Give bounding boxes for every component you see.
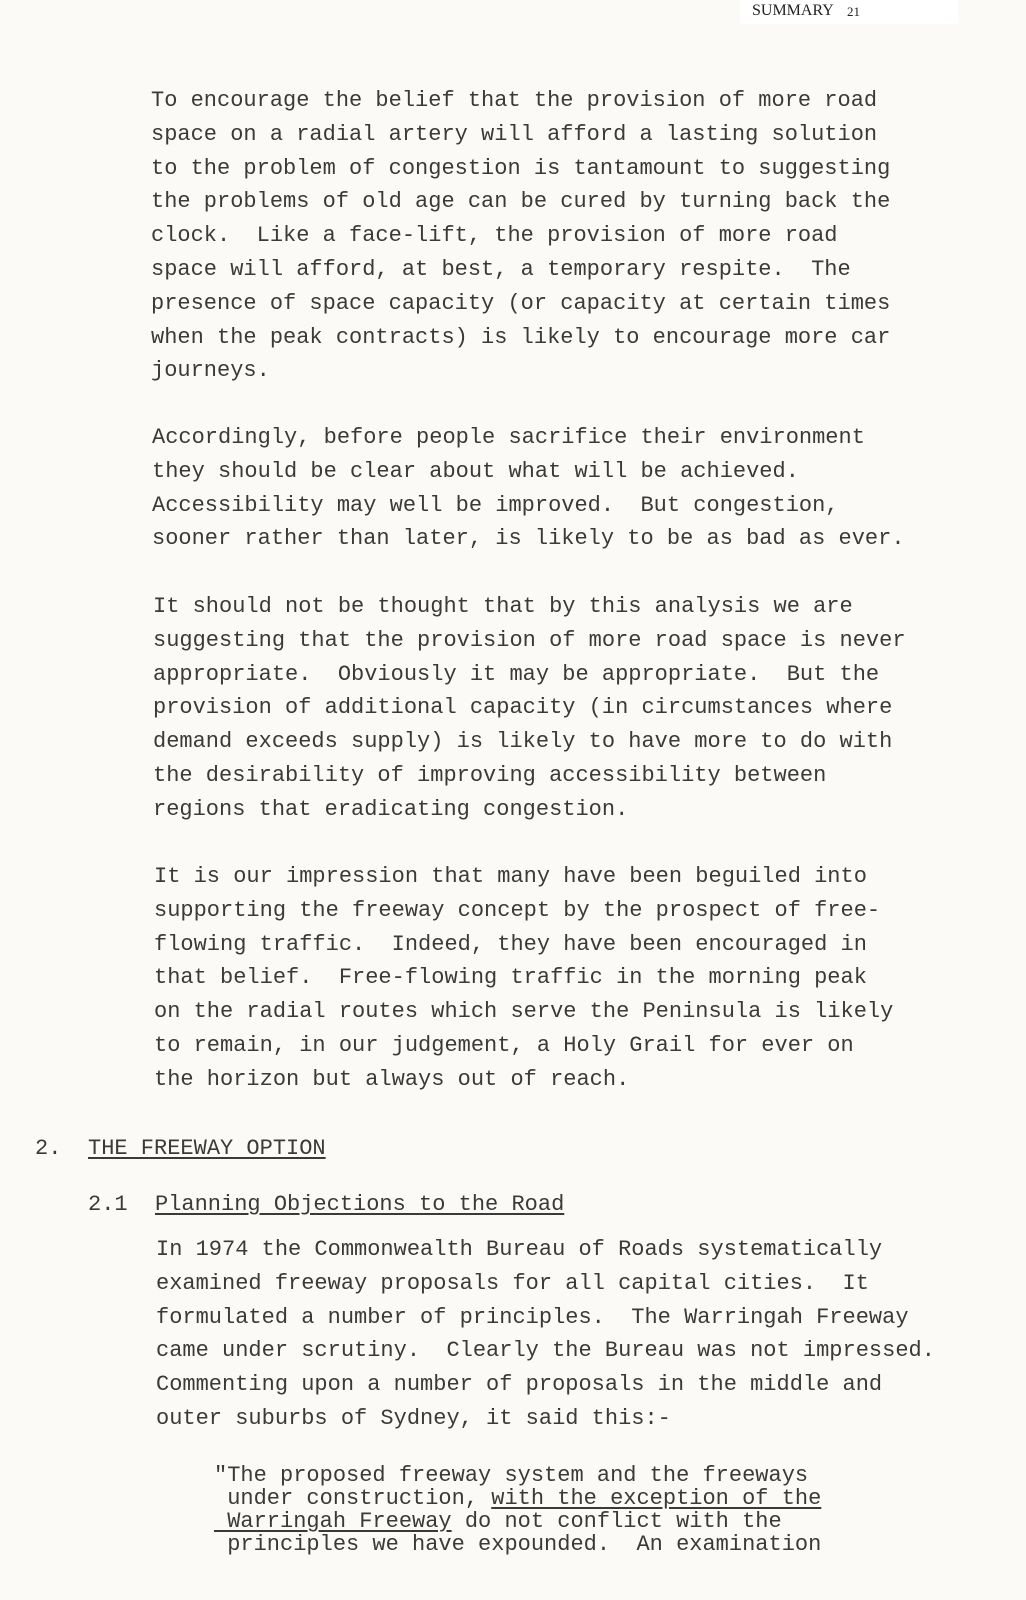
text-line: It should not be thought that by this analysis we are [153,594,853,619]
subsection-number: 2.1 [88,1192,128,1217]
text-line: the horizon but always out of reach. [154,1066,630,1092]
text-line: Accessibility may well be improved. But congestion, [152,492,839,518]
text-line: suggesting that the provision of more road space is never [153,627,906,653]
text-line: space will afford, at best, a temporary respite. The [151,256,851,282]
section-heading: THE FREEWAY OPTION [88,1136,326,1161]
quote-line: principles we have expounded. An examination [214,1532,822,1557]
text-line: space on a radial artery will afford a lasting solution [151,121,878,147]
text-line: presence of space capacity (or capacity at certain times [151,290,891,316]
quote-underlined-text: with the exception of the [491,1486,822,1511]
text-line: on the radial routes which serve the Peninsula is likely [154,999,894,1025]
text-line: sooner rather than later, is likely to be as bad as ever. [152,526,905,552]
text-line: It is our impression that many have been beguiled into [154,864,867,889]
text-line: In 1974 the Commonwealth Bureau of Roads systematically [156,1237,883,1262]
text-line: the desirability of improving accessibility between [153,762,827,788]
paragraph-4 [154,860,893,1097]
quote-underlined-text: Warringah Freeway [214,1509,452,1534]
text-line: the problems of old age can be cured by turning back the [151,189,891,215]
paragraph-3 [153,590,906,827]
text-line: To encourage the belief that the provision of more road [151,88,878,113]
paragraph-1 [151,84,890,388]
text-line: clock. Like a face-lift, the provision of more road [151,223,838,249]
text-line: came under scrutiny. Clearly the Bureau was not impressed. [156,1338,935,1364]
quote-line [214,1487,821,1510]
text-line: examined freeway proposals for all capital cities. It [156,1270,869,1296]
text-line: demand exceeds supply) is likely to have more to do with [153,729,893,755]
quote-text: under construction, [214,1486,492,1511]
quote-line: "The proposed freeway system and the freeways [214,1463,809,1488]
section-number: 2. [35,1136,62,1161]
paragraph-5 [156,1233,935,1436]
header-section: SUMMARY [752,2,834,19]
text-line: Commenting upon a number of proposals in the middle and [156,1372,883,1398]
text-line: flowing traffic. Indeed, they have been encouraged in [154,931,867,957]
text-line: Accordingly, before people sacrifice their environment [152,425,865,450]
text-line: they should be clear about what will be achieved. [152,458,799,484]
quote-line [214,1510,821,1533]
text-line: that belief. Free-flowing traffic in the morning peak [154,965,867,991]
text-line: appropriate. Obviously it may be appropriate. But the [153,661,880,687]
text-line: formulated a number of principles. The Warringah Freeway [156,1304,909,1330]
text-line: to remain, in our judgement, a Holy Grail for ever on [154,1032,854,1058]
text-line: supporting the freeway concept by the prospect of free- [154,897,881,923]
block-quote [214,1464,821,1556]
text-line: when the peak contracts) is likely to encourage more car [151,324,891,350]
paragraph-2 [152,421,905,556]
text-line: journeys. [151,358,270,384]
quote-text: do not conflict with the [451,1509,782,1534]
text-line: provision of additional capacity (in circumstances where [153,695,893,721]
page-number: 21 [847,4,860,19]
text-line: to the problem of congestion is tantamount to suggesting [151,155,891,181]
subsection-heading: Planning Objections to the Road [155,1192,565,1217]
text-line: regions that eradicating congestion. [153,796,629,822]
text-line: outer suburbs of Sydney, it said this:- [156,1405,671,1431]
running-header [740,0,958,24]
